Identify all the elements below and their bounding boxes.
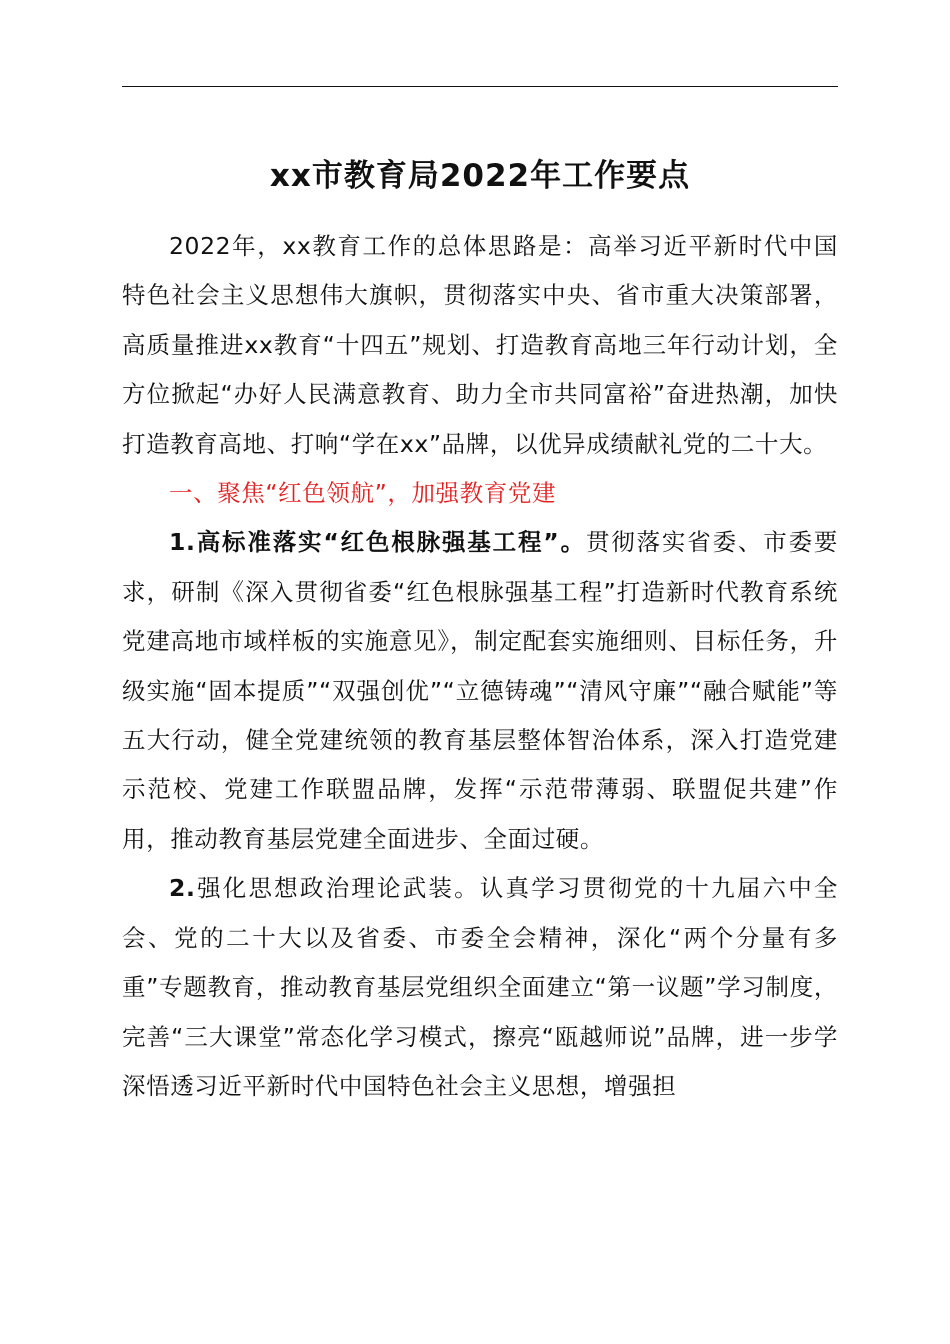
item-2-text: 强化思想政治理论武装。认真学习贯彻党的十九届六中全会、党的二十大以及省委、市委全会精神，深化“两个分量有多重”专题教育，推动教育基层党组织全面建立“第一议题”学习制度，完善“三大课堂”常态化学习模式，擦亮“瓯越师说”品牌，进一步学深悟透习近平新时代中国特色社会主义思想，增强担 <box>122 874 838 1100</box>
document-title: xx市教育局2022年工作要点 <box>269 158 691 194</box>
item-2-number: 2. <box>169 874 196 903</box>
item-1-text: 贯彻落实省委、市委要求，研制《深入贯彻省委“红色根脉强基工程”打造新时代教育系统党建高地市域样板的实施意见》，制定配套实施细则、目标任务，升级实施“固本提质”“双强创优”“立德铸魂”“清风守廉”“融合赋能”等五大行动，健全党建统领的教育基层整体智治体系，深入打造党建示范校、党建工作联盟品牌，发挥“示范带薄弱、联盟促共建”作用，推动教育基层党建全面进步、全面过硬。 <box>122 528 839 853</box>
header-rule <box>122 86 838 87</box>
document-body <box>122 222 838 1111</box>
item-1-paragraph <box>122 518 838 864</box>
item-1-number: 1. <box>169 528 196 557</box>
item-2-paragraph <box>122 864 838 1111</box>
section-heading: 一、聚焦“红色领航”，加强教育党建 <box>169 479 557 508</box>
item-1-separator: 。 <box>559 528 586 557</box>
intro-paragraph: 2022年，xx教育工作的总体思路是：高举习近平新时代中国特色社会主义思想伟大旗帜，贯彻落实中央、省市重大决策部署，高质量推进xx教育“十四五”规划、打造教育高地三年行动计划，全方位掀起“办好人民满意教育、助力全市共同富裕”奋进热潮，加快打造教育高地、打响“学在xx”品牌，以优异成绩献礼党的二十大。 <box>122 232 838 458</box>
item-1-title: 高标准落实“红色根脉强基工程” <box>195 528 560 557</box>
